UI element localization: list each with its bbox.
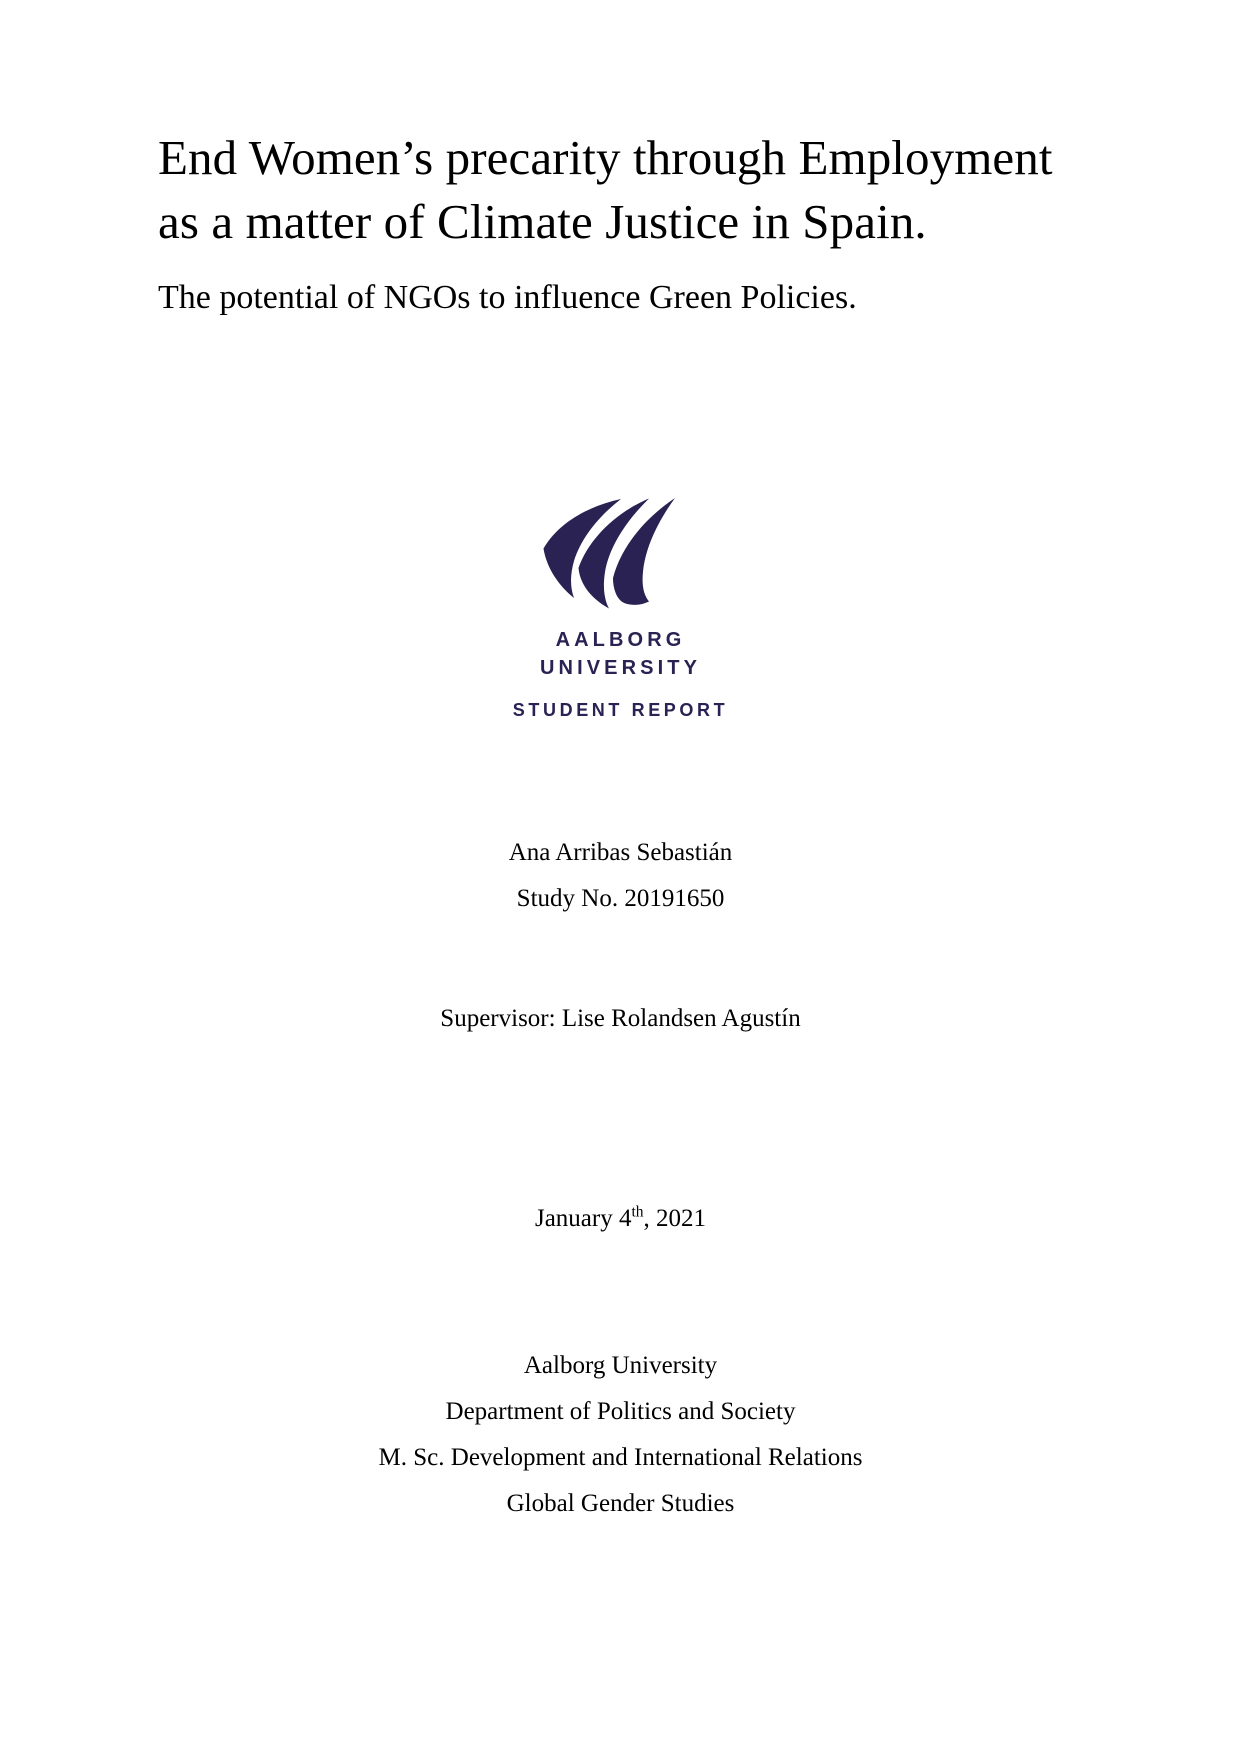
page-subtitle: The potential of NGOs to influence Green Policies. [158,279,857,317]
logo-organization-line1: AALBORG [555,629,686,651]
date-year: , 2021 [643,1205,707,1232]
logo-organization [0,626,1241,683]
date-month-day: January 4 [534,1205,632,1232]
aalborg-university-logo-icon [537,498,705,610]
author-name: Ana Arribas Sebastián [508,839,733,866]
title-block [158,126,1098,321]
supervisor-name: Supervisor: Lise Rolandsen Agustín [440,1005,801,1032]
date-block [0,1196,1241,1242]
affiliation-programme: M. Sc. Development and International Relations [378,1444,863,1471]
page-title: End Women’s precarity through Employment as a matter of Climate Justice in Spain. [158,130,1053,249]
supervisor-block [0,996,1241,1042]
affiliation-department: Department of Politics and Society [445,1398,796,1425]
logo-organization-line2: UNIVERSITY [539,657,702,680]
affiliation-specialisation: Global Gender Studies [506,1490,735,1517]
date-ordinal-suffix: th [631,1203,644,1221]
author-study-number: Study No. 20191650 [516,885,725,912]
submission-date [0,1196,1241,1242]
logo-report-type: STUDENT REPORT [512,699,729,720]
affiliation-block [0,1343,1241,1527]
affiliation-university: Aalborg University [523,1352,718,1379]
author-block [0,830,1241,922]
logo-block [0,498,1241,721]
